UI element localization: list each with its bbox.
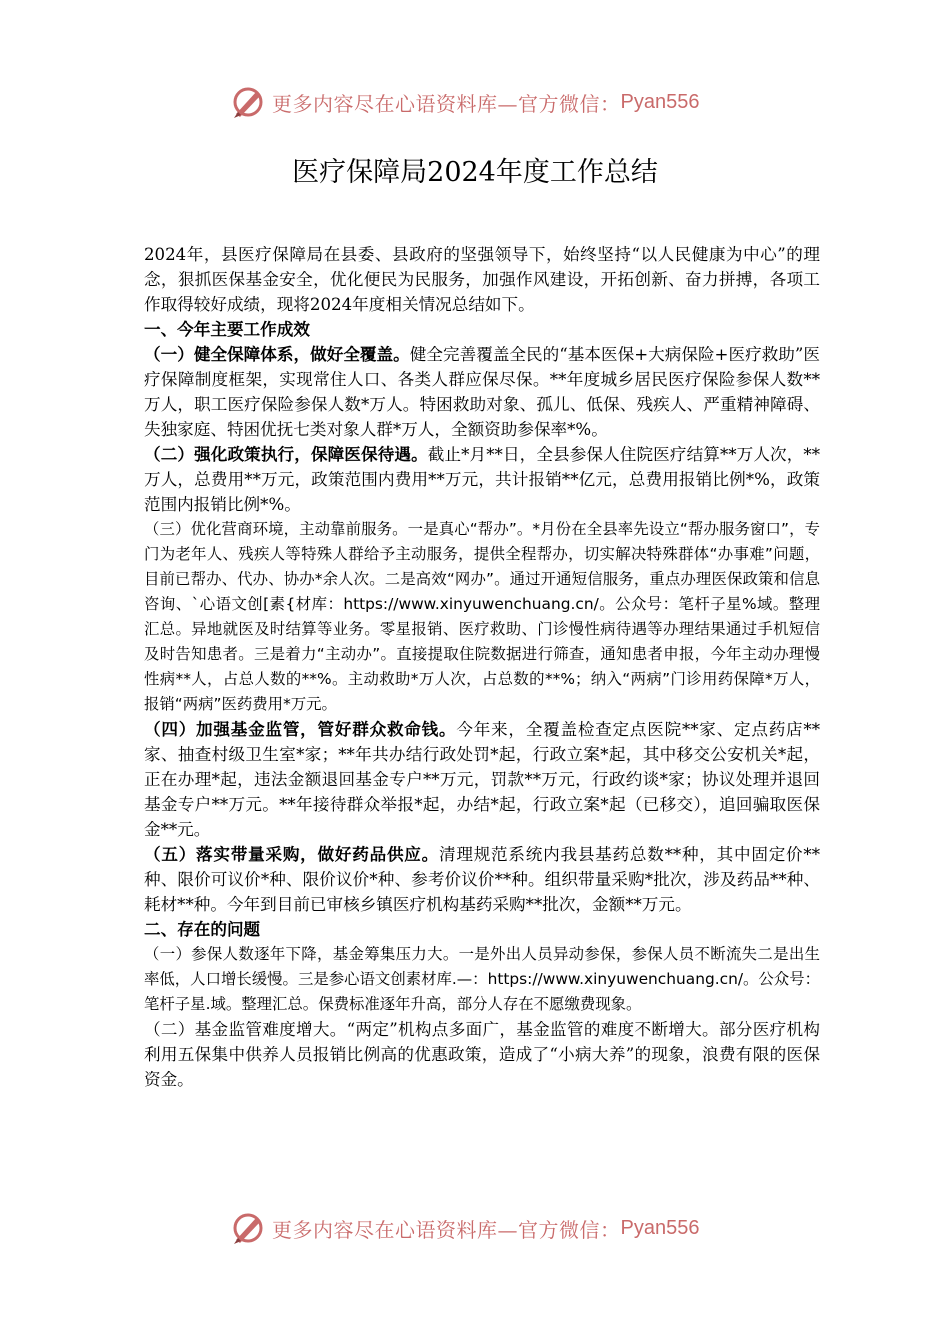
paragraph-procurement	[144, 842, 820, 917]
paragraph-problem-supervision: （二）基金监管难度增大。“两定”机构点多面广，基金监管的难度不断增大。部分医疗机构利用五保集中供养人员报销比例高的优惠政策，造成了“小病大养”的现象，浪费有限的医保资金。	[144, 1020, 820, 1089]
banner-text: 更多内容尽在心语资料库—官方微信：	[272, 1217, 621, 1242]
pen-logo-icon	[230, 84, 266, 120]
paragraph-lead: （二）强化政策执行，保障医保待遇。	[144, 444, 428, 464]
paragraph-text: 清理规范系统内我县基药总数**种，其中固定价**种、限价可议价*种、限价议价*种、参考价议价**种。组织带量采购*批次，涉及药品**种、耗材**种。今年到目前已审核乡镇医疗机构基药采购**批次，金额**万元。	[144, 845, 821, 914]
banner-wechat-id: Pyan556	[620, 1216, 700, 1239]
paragraph-text: 健全完善覆盖全民的“基本医保+大病保险+医疗救助”医疗保障制度框架，实现常住人口、各类人群应保尽保。**年度城乡居民医疗保险参保人数**万人，职工医疗保险参保人数*万人。特困救助对象、孤儿、低保、残疾人、严重精神障碍、失独家庭、特困优抚七类对象人群*万人，全额资助参保率*%。	[144, 345, 821, 439]
paragraph-service: （三）优化营商环境，主动靠前服务。一是真心“帮办”。*月份在全县率先设立“帮办服务窗口”，专门为老年人、残疾人等特殊人群给予主动服务，提供全程帮办，切实解决特殊群体“办事难”问题，目前已帮办、代办、协办*余人次。二是高效“网办”。通过开通短信服务，重点办理医保政策和信息咨询、`心语文创[素{材库：https://www.xinyuwenchuang.cn/。公众号：笔杆子星%域。整理汇总。异地就医及时结算等业务。零星报销、医疗救助、门诊慢性病待遇等办理结果通过手机短信及时告知患者。三是着力“主动办”。直接提取住院数据进行筛查，通知患者申报，今年主动办理慢性病**人，占总人数的**%。主动救助*万人次，占总数的**%；纳入“两病”门诊用药保障*万人，报销“两病”医药费用*万元。	[144, 520, 820, 713]
banner-wechat-id: Pyan556	[620, 90, 700, 113]
document-title: 医疗保障局2024年度工作总结	[292, 157, 658, 188]
paragraph-problem-enrollment: （一）参保人数逐年下降，基金筹集压力大。一是外出人员异动参保，参保人员不断流失二是出生率低，人口增长缓慢。三是参心语文创素材库.—：https://www.xinyuwenchuang.cn/。公众号：笔杆子星.域。整理汇总。保费标准逐年升高，部分人存在不愿缴费现象。	[144, 945, 820, 1013]
paragraph-lead: （四）加强基金监管，管好群众救命钱。	[144, 719, 457, 739]
paragraph-text: 截止*月**日，全县参保人住院医疗结算**万人次，**万人，总费用**万元，政策范围内费用**万元，共计报销**亿元，总费用报销比例*%，政策范围内报销比例*%。	[144, 445, 821, 514]
pen-logo-icon	[230, 1210, 266, 1246]
paragraph-lead: （一）健全保障体系，做好全覆盖。	[144, 344, 410, 364]
paragraph-policy	[144, 442, 820, 517]
watermark-banner-top	[230, 82, 720, 122]
watermark-banner-bottom	[230, 1208, 720, 1248]
document-body	[144, 242, 820, 1092]
intro-paragraph: 2024年，县医疗保障局在县委、县政府的坚强领导下，始终坚持“以人民健康为中心”的理念，狠抓医保基金安全，优化便民为民服务，加强作风建设，开拓创新、奋力拼搏，各项工作取得较好成绩，现将2024年度相关情况总结如下。	[144, 245, 820, 314]
paragraph-supervision	[144, 717, 820, 842]
section-heading-achievements: 一、今年主要工作成效	[144, 319, 310, 339]
paragraph-coverage	[144, 342, 820, 442]
section-heading-problems: 二、存在的问题	[144, 919, 261, 939]
paragraph-text: 今年来，全覆盖检查定点医院**家、定点药店**家、抽查村级卫生室*家；**年共办结行政处罚*起，行政立案*起，其中移交公安机关*起，正在办理*起，违法金额退回基金专户**万元，罚款**万元，行政约谈*家；协议处理并退回基金专户**万元。**年接待群众举报*起，办结*起，行政立案*起（已移交），追回骗取医保金**元。	[144, 720, 821, 839]
banner-text: 更多内容尽在心语资料库—官方微信：	[272, 91, 621, 116]
paragraph-lead: （五）落实带量采购，做好药品供应。	[144, 844, 439, 864]
